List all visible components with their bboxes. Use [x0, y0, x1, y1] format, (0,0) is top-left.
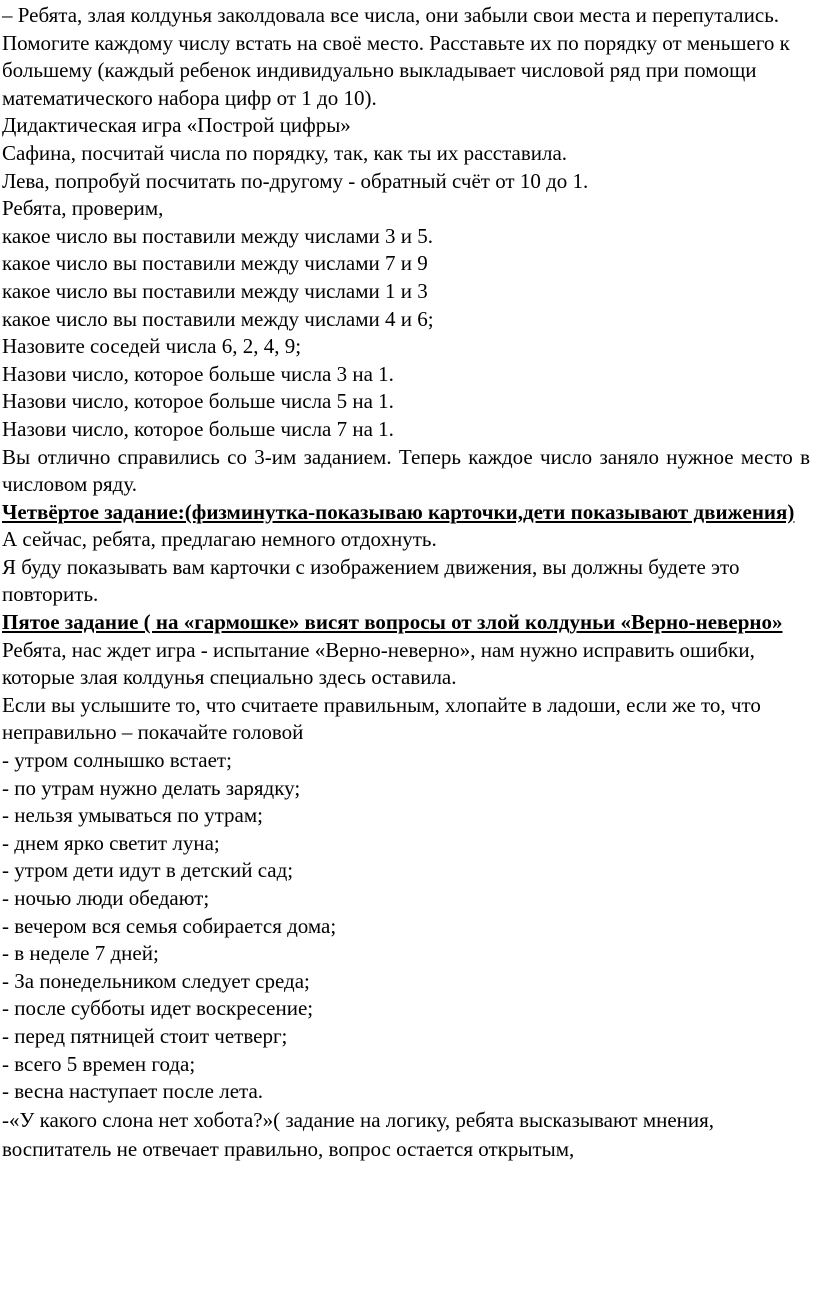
- praise-paragraph: Вы отлично справились со 3-им заданием. Теперь каждое число заняло нужное место в числовом ряду.: [2, 444, 810, 497]
- statement-item: - утром солнышко встает;: [2, 748, 232, 773]
- statement-item: - после субботы идет воскресение;: [2, 996, 314, 1021]
- task5-paragraph: Ребята, нас ждет игра - испытание «Верно-неверно», нам нужно исправить ошибки, которые злая колдунья специально здесь оставила.: [2, 637, 755, 690]
- game-title: Дидактическая игра «Построй цифры»: [2, 113, 351, 138]
- logic-paragraph: -«У какого слона нет хобота?»( задание на логику, ребята высказывают мнения, воспитатель не отвечает правильно, вопрос остается открытым,: [2, 1107, 715, 1162]
- statement-item: - весна наступает после лета.: [2, 1079, 264, 1104]
- question-item: какое число вы поставили между числами 7 и 9: [2, 251, 428, 276]
- statement-item: - днем ярко светит луна;: [2, 830, 220, 855]
- question-item: Назови число, которое больше числа 3 на 1.: [2, 361, 394, 386]
- task5-paragraph: Если вы услышите то, что считаете правильным, хлопайте в ладоши, если же то, что неправильно – покачайте головой: [2, 692, 761, 745]
- question-item: Назовите соседей числа 6, 2, 4, 9;: [2, 334, 302, 359]
- statement-item: - перед пятницей стоит четверг;: [2, 1023, 288, 1048]
- statement-item: - по утрам нужно делать зарядку;: [2, 775, 301, 800]
- statement-item: - в неделе 7 дней;: [2, 941, 159, 966]
- statement-item: - нельзя умываться по утрам;: [2, 803, 263, 828]
- intro-paragraph: – Ребята, злая колдунья заколдовала все числа, они забыли свои места и перепутались. Помогите каждому числу встать на своё место. Расставьте их по порядку от меньшего к большему (каждый ребенок индивидуально выкладывает числовой ряд при помощи математического набора цифр от 1 до 10).: [2, 3, 790, 110]
- task4-paragraph: А сейчас, ребята, предлагаю немного отдохнуть.: [2, 527, 437, 552]
- task4-heading: Четвёртое задание:(физминутка-показываю карточки,дети показывают движения): [2, 499, 795, 524]
- task5-heading: Пятое задание ( на «гармошке» висят вопросы от злой колдуньи «Верно-неверно»: [2, 610, 783, 635]
- question-item: какое число вы поставили между числами 3 и 5.: [2, 223, 433, 248]
- question-item: какое число вы поставили между числами 4 и 6;: [2, 306, 434, 331]
- leva-paragraph: Лева, попробуй посчитать по-другому - обратный счёт от 10 до 1.: [2, 168, 589, 193]
- check-paragraph: Ребята, проверим,: [2, 196, 164, 221]
- statement-item: - всего 5 времен года;: [2, 1051, 196, 1076]
- statement-item: - утром дети идут в детский сад;: [2, 858, 294, 883]
- statement-item: - вечером вся семья собирается дома;: [2, 913, 337, 938]
- statement-item: - За понедельником следует среда;: [2, 968, 310, 993]
- question-item: Назови число, которое больше числа 5 на 1.: [2, 389, 394, 414]
- safina-paragraph: Сафина, посчитай числа по порядку, так, как ты их расставила.: [2, 140, 568, 165]
- statement-item: - ночью люди обедают;: [2, 886, 210, 910]
- question-item: Назови число, которое больше числа 7 на 1.: [2, 416, 394, 441]
- question-item: какое число вы поставили между числами 1 и 3: [2, 278, 428, 303]
- task4-paragraph: Я буду показывать вам карточки с изображением движения, вы должны будете это повторить.: [2, 554, 740, 607]
